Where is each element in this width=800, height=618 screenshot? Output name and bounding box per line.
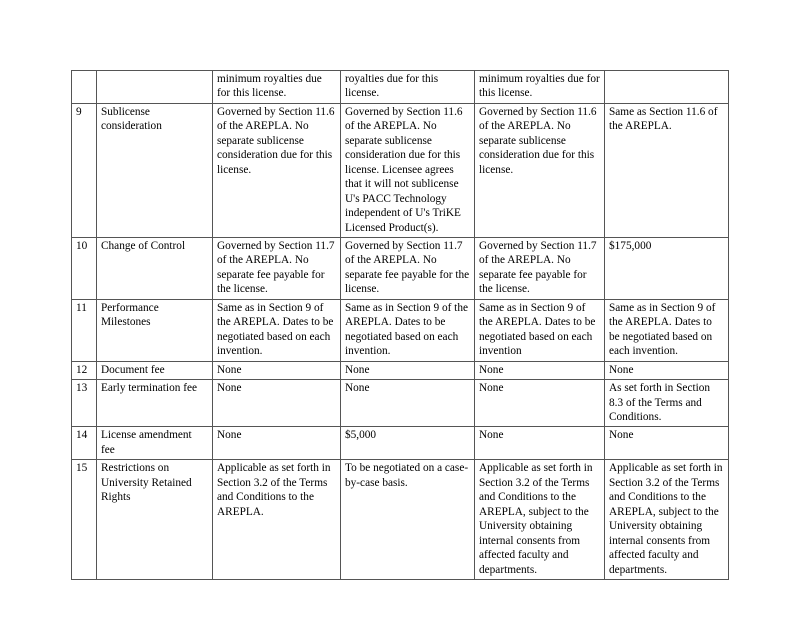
- column-b-value-text: None: [345, 363, 370, 376]
- column-b-value-text: Same as in Section 9 of the AREPLA. Dates to be negotiated based on each invention.: [345, 301, 468, 358]
- item-name: [97, 361, 213, 379]
- row-number: [72, 71, 97, 104]
- column-c-value: [475, 460, 605, 580]
- table-row: [72, 71, 729, 104]
- column-d-value: [605, 380, 729, 427]
- row-number: [72, 427, 97, 460]
- table-row: [72, 237, 729, 299]
- item-name: [97, 103, 213, 237]
- column-c-value: [475, 361, 605, 379]
- column-a-value: [213, 460, 341, 580]
- column-a-value-text: Same as in Section 9 of the AREPLA. Dates to be negotiated based on each invention.: [217, 301, 334, 358]
- column-b-value: [341, 71, 475, 104]
- column-b-value-text: Governed by Section 11.6 of the AREPLA. No separate sublicense consideration due for this license. Licensee agrees that it will not sublicense U's PACC Technology independent of U's TriKE Licensed Product(s).: [345, 105, 463, 234]
- column-d-value-text: [609, 72, 724, 73]
- column-c-value-text: Governed by Section 11.6 of the AREPLA. No separate sublicense consideration due for this license.: [479, 105, 597, 176]
- column-d-value-text: Applicable as set forth in Section 3.2 of the Terms and Conditions to the AREPLA, subject to the University obtaining internal consents from affected faculty and departments.: [609, 462, 723, 576]
- row-number-text: 12: [76, 363, 88, 376]
- column-b-value: [341, 237, 475, 299]
- column-c-value: [475, 71, 605, 104]
- column-b-value-text: $5,000: [345, 429, 377, 442]
- item-name: [97, 237, 213, 299]
- column-a-value: [213, 103, 341, 237]
- column-c-value: [475, 103, 605, 237]
- column-b-value: [341, 361, 475, 379]
- column-b-value: [341, 380, 475, 427]
- column-d-value-text: None: [609, 429, 634, 442]
- row-number: [72, 361, 97, 379]
- column-b-value: [341, 427, 475, 460]
- column-d-value-text: Same as Section 11.6 of the AREPLA.: [609, 105, 718, 133]
- column-a-value: [213, 71, 341, 104]
- column-a-value-text: minimum royalties due for this license.: [217, 73, 322, 100]
- column-d-value: [605, 103, 729, 237]
- column-c-value-text: Applicable as set forth in Section 3.2 of the Terms and Conditions to the AREPLA, subject to the University obtaining internal consents from affected faculty and departments.: [479, 462, 593, 576]
- column-a-value: [213, 380, 341, 427]
- column-a-value-text: None: [217, 382, 242, 395]
- contract-comparison-table: [71, 70, 729, 580]
- column-d-value: [605, 361, 729, 379]
- row-number-text: 10: [76, 239, 88, 252]
- column-d-value-text: None: [609, 363, 634, 376]
- column-d-value: [605, 237, 729, 299]
- row-number-text: [76, 72, 92, 73]
- column-a-value: [213, 299, 341, 361]
- row-number-text: 15: [76, 462, 88, 475]
- item-name-text: Performance Milestones: [101, 301, 159, 329]
- row-number-text: 13: [76, 382, 88, 395]
- column-c-value: [475, 299, 605, 361]
- item-name: [97, 380, 213, 427]
- item-name: [97, 71, 213, 104]
- item-name: [97, 299, 213, 361]
- column-b-value: [341, 299, 475, 361]
- column-a-value: [213, 237, 341, 299]
- column-d-value: [605, 460, 729, 580]
- row-number-text: 14: [76, 429, 88, 442]
- table-row: [72, 460, 729, 580]
- item-name-text: Restrictions on University Retained Rights: [101, 462, 192, 504]
- column-a-value-text: Governed by Section 11.7 of the AREPLA. No separate fee payable for the license.: [217, 239, 335, 296]
- column-c-value-text: minimum royalties due for this license.: [479, 73, 600, 100]
- column-a-value-text: Governed by Section 11.6 of the AREPLA. No separate sublicense consideration due for this license.: [217, 105, 335, 176]
- item-name-text: License amendment fee: [101, 429, 192, 456]
- contract-comparison-table-wrapper: [71, 70, 728, 580]
- column-b-value: [341, 103, 475, 237]
- column-c-value-text: Governed by Section 11.7 of the AREPLA. No separate fee payable for the license.: [479, 239, 597, 296]
- column-b-value-text: Governed by Section 11.7 of the AREPLA. No separate fee payable for the license.: [345, 239, 470, 296]
- row-number: [72, 237, 97, 299]
- column-d-value: [605, 299, 729, 361]
- column-d-value: [605, 427, 729, 460]
- column-c-value-text: None: [479, 363, 504, 376]
- column-c-value-text: None: [479, 382, 504, 395]
- column-c-value-text: None: [479, 429, 504, 442]
- row-number: [72, 460, 97, 580]
- table-row: [72, 361, 729, 379]
- column-c-value: [475, 427, 605, 460]
- column-c-value-text: Same as in Section 9 of the AREPLA. Dates to be negotiated based on each invention: [479, 301, 596, 358]
- column-d-value-text: Same as in Section 9 of the AREPLA. Dates to be negotiated based on each invention.: [609, 301, 716, 358]
- table-row: [72, 380, 729, 427]
- column-a-value: [213, 361, 341, 379]
- column-b-value: [341, 460, 475, 580]
- row-number-text: 11: [76, 301, 87, 314]
- column-a-value-text: Applicable as set forth in Section 3.2 of the Terms and Conditions to the AREPLA.: [217, 462, 331, 518]
- item-name: [97, 460, 213, 580]
- item-name-text: Document fee: [101, 363, 165, 376]
- table-body: [72, 71, 729, 580]
- item-name-text: [101, 72, 208, 73]
- column-c-value: [475, 380, 605, 427]
- item-name-text: Early termination fee: [101, 382, 197, 395]
- column-d-value-text: As set forth in Section 8.3 of the Terms and Conditions.: [609, 382, 711, 423]
- column-b-value-text: None: [345, 382, 370, 395]
- item-name: [97, 427, 213, 460]
- table-row: [72, 427, 729, 460]
- table-row: [72, 299, 729, 361]
- row-number: [72, 103, 97, 237]
- row-number: [72, 380, 97, 427]
- item-name-text: Sublicense consideration: [101, 105, 162, 133]
- row-number: [72, 299, 97, 361]
- column-d-value-text: $175,000: [609, 239, 652, 252]
- column-d-value: [605, 71, 729, 104]
- column-a-value: [213, 427, 341, 460]
- column-a-value-text: None: [217, 363, 242, 376]
- column-a-value-text: None: [217, 429, 242, 442]
- table-row: [72, 103, 729, 237]
- column-b-value-text: royalties due for this license.: [345, 73, 439, 100]
- row-number-text: 9: [76, 105, 82, 118]
- item-name-text: Change of Control: [101, 239, 186, 252]
- column-b-value-text: To be negotiated on a case-by-case basis.: [345, 462, 469, 489]
- column-c-value: [475, 237, 605, 299]
